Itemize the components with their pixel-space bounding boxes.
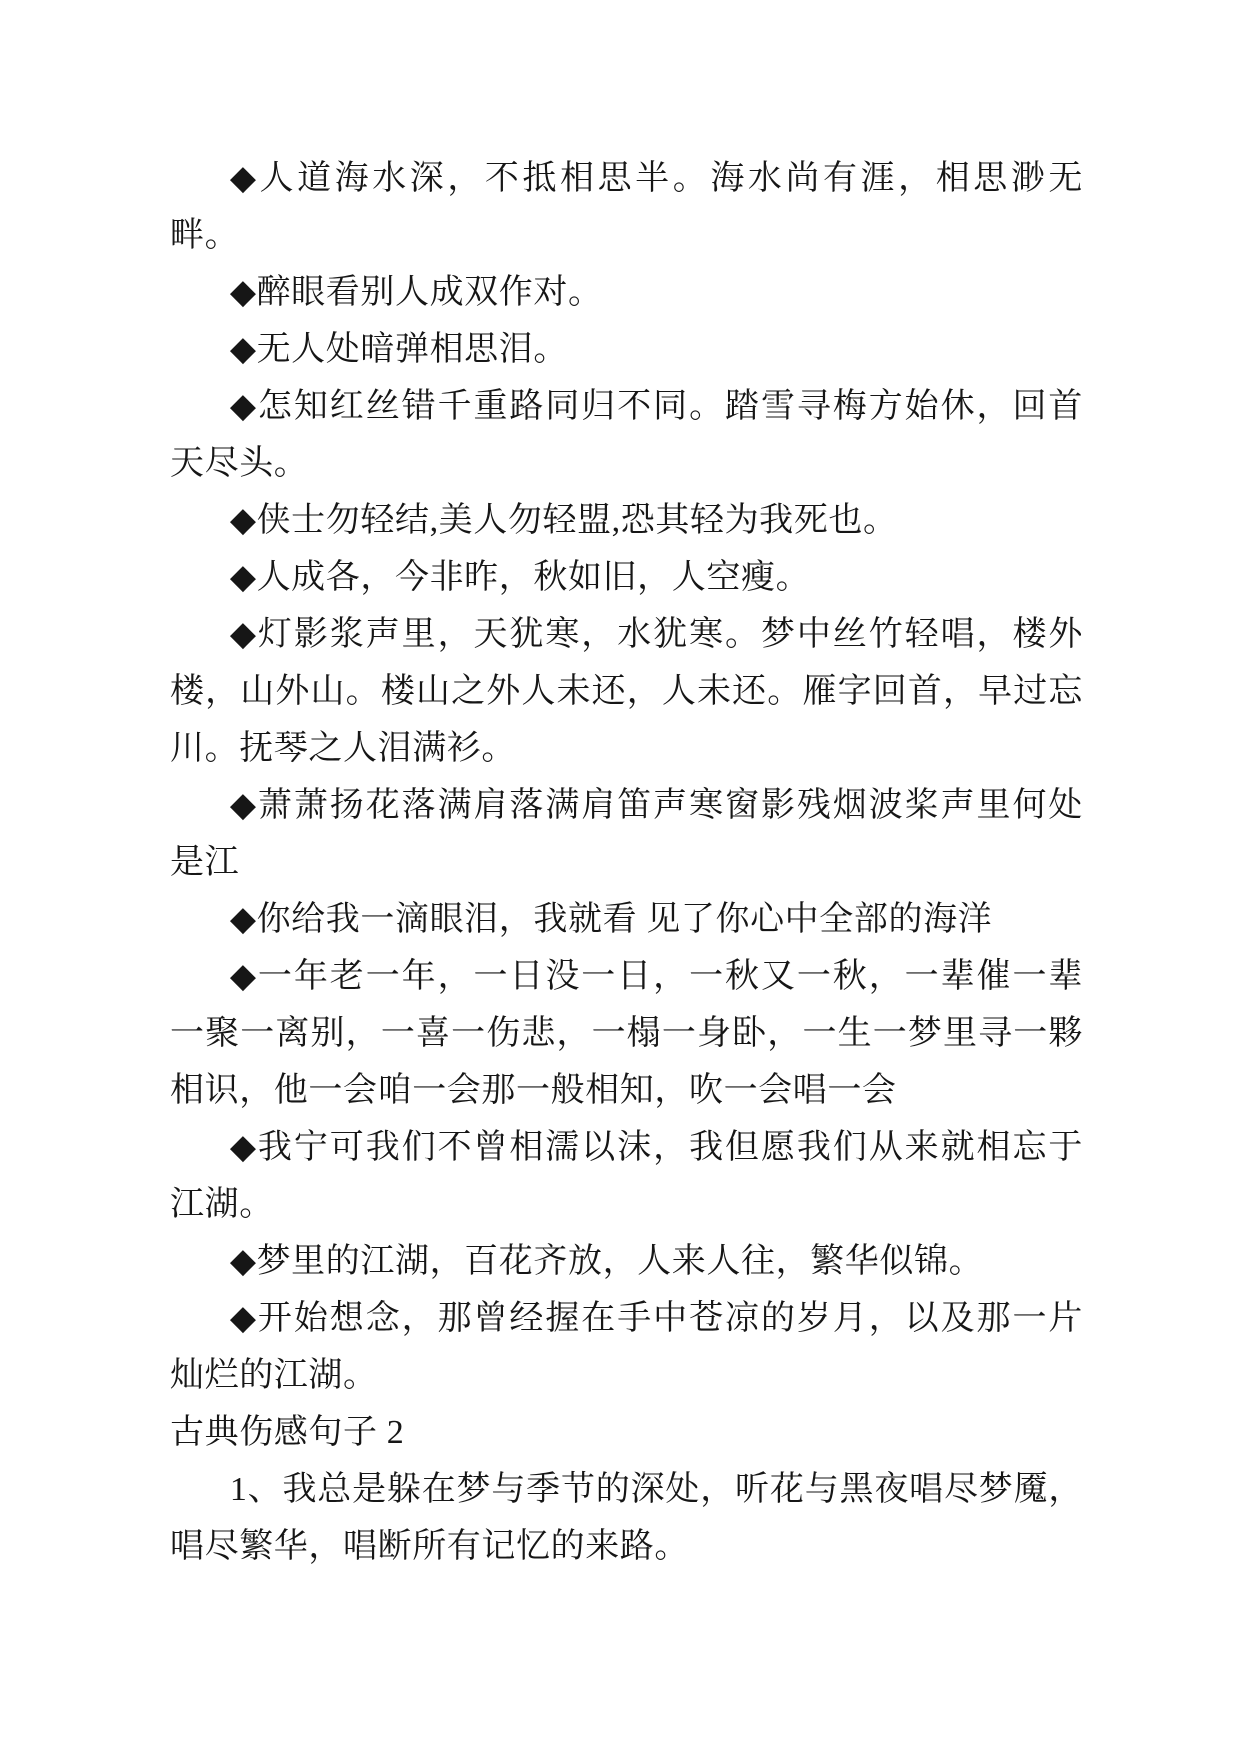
quote-paragraph: ◆人成各，今非昨，秋如旧，人空瘦。	[229, 559, 811, 596]
quote-paragraph: ◆醉眼看别人成双作对。	[229, 274, 603, 311]
numbered-sentence: 1、我总是躲在梦与季节的深处，听花与黑夜唱尽梦魇，唱尽繁华，唱断所有记忆的来路。	[170, 1471, 1083, 1565]
quote-paragraph: ◆梦里的江湖，百花齐放，人来人往，繁华似锦。	[229, 1243, 984, 1280]
quote-paragraph: ◆灯影浆声里，天犹寒，水犹寒。梦中丝竹轻唱，楼外楼，山外山。楼山之外人未还，人未还。雁字回首，早过忘川。抚琴之人泪满衫。	[170, 616, 1083, 767]
quote-paragraph: ◆我宁可我们不曾相濡以沫，我但愿我们从来就相忘于江湖。	[170, 1129, 1083, 1223]
quote-paragraph: ◆开始想念，那曾经握在手中苍凉的岁月，以及那一片灿烂的江湖。	[170, 1300, 1083, 1394]
quote-paragraph: ◆侠士勿轻结,美人勿轻盟,恐其轻为我死也。	[229, 502, 898, 539]
quote-paragraph: ◆一年老一年，一日没一日，一秋又一秋，一辈催一辈一聚一离别，一喜一伤悲，一榻一身卧，一生一梦里寻一夥相识，他一会咱一会那一般相知，吹一会唱一会	[170, 958, 1083, 1109]
quote-paragraph: ◆萧萧扬花落满肩落满肩笛声寒窗影残烟波桨声里何处是江	[170, 787, 1083, 881]
quote-paragraph: ◆无人处暗弹相思泪。	[229, 331, 568, 368]
section-heading: 古典伤感句子 2	[170, 1414, 405, 1451]
quote-paragraph: ◆怎知红丝错千重路同归不同。踏雪寻梅方始休，回首天尽头。	[170, 388, 1083, 482]
quote-paragraph: ◆你给我一滴眼泪，我就看 见了你心中全部的海洋	[229, 901, 993, 938]
quote-paragraph: ◆人道海水深，不抵相思半。海水尚有涯，相思渺无畔。	[170, 160, 1083, 254]
